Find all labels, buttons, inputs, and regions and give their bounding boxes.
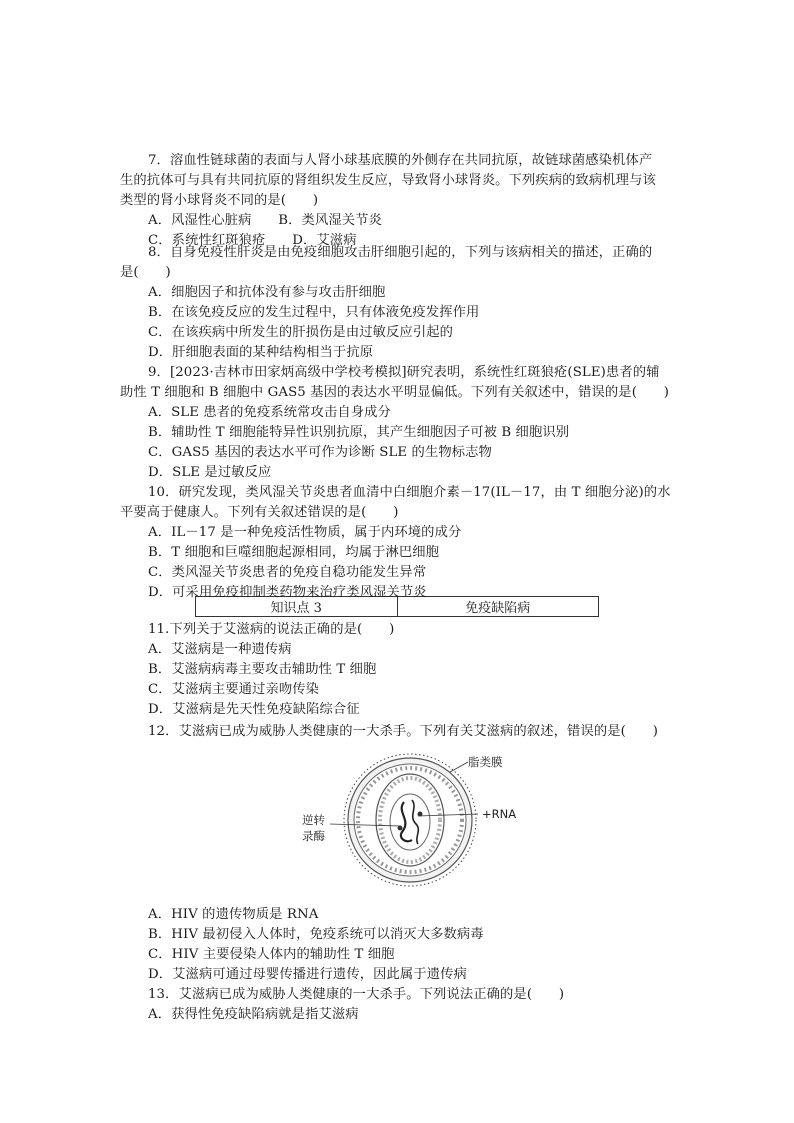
q10-option-d: D．可采用免疫抑制类药物来治疗类风湿关节炎 (148, 585, 427, 600)
q12-option-b: B．HIV 最初侵入人体时，免疫系统可以消灭大多数病毒 (148, 927, 484, 942)
q9-option-c: C．GAS5 基因的表达水平可作为诊断 SLE 的生物标志物 (148, 445, 492, 460)
q8-line-2: 是( ) (120, 265, 171, 280)
q12-option-a: A．HIV 的遗传物质是 RNA (148, 907, 319, 922)
label-rna: +RNA (482, 807, 517, 821)
label-reverse-transcriptase-1: 逆转 (302, 813, 325, 827)
q10-line-2: 平要高于健康人。下列有关叙述错误的是( ) (120, 505, 399, 520)
q12-option-c: C．HIV 主要侵染人体内的辅助性 T 细胞 (148, 947, 395, 962)
q8-option-b: B．在该免疫反应的发生过程中，只有体液免疫发挥作用 (148, 305, 480, 320)
q13-line-1: 13．艾滋病已成为威胁人类健康的一大杀手。下列说法正确的是( ) (148, 987, 565, 1002)
q9-line-1: 9．[2023·吉林市田家炳高级中学校考模拟]研究表明，系统性红斑狼疮(SLE)患者的辅 (148, 365, 660, 380)
q7-options-ab: A．风湿性心脏病 B．类风湿关节炎 (148, 213, 382, 228)
q10-line-1: 10．研究发现，类风湿关节炎患者血清中白细胞介素－17(IL－17，由 T 细胞分泌)的水 (148, 485, 671, 500)
q10-option-a: A．IL－17 是一种免疫活性物质，属于内环境的成分 (148, 525, 462, 540)
q11-option-c: C．艾滋病主要通过亲吻传染 (148, 682, 320, 697)
q7-line-1: 7．溶血性链球菌的表面与人肾小球基底膜的外侧存在共同抗原，故链球菌感染机体产 (148, 153, 653, 168)
q11-option-b: B．艾滋病病毒主要攻击辅助性 T 细胞 (148, 662, 377, 677)
q8-option-d: D．肝细胞表面的某种结构相当于抗原 (148, 345, 374, 360)
q13-option-a: A．获得性免疫缺陷病就是指艾滋病 (148, 1007, 359, 1022)
q11-option-a: A．艾滋病是一种遗传病 (148, 642, 292, 657)
q9-option-d: D．SLE 是过敏反应 (148, 465, 272, 480)
hiv-structure-diagram (300, 750, 540, 890)
q7-line-2: 生的抗体可与具有共同抗原的肾组织发生反应，导致肾小球肾炎。下列疾病的致病机理与该 (120, 173, 656, 188)
lipid-leader-line (450, 762, 468, 772)
section-topic: 免疫缺陷病 (397, 597, 599, 616)
q11-line-1: 11.下列关于艾滋病的说法正确的是( ) (148, 622, 395, 637)
q7-options-cd: C．系统性红斑狼疮 D．艾滋病 (148, 233, 357, 248)
q8-line-1: 8．自身免疫性肝炎是由免疫细胞攻击肝细胞引起的，下列与该病相关的描述，正确的 (148, 245, 653, 260)
q12-option-d: D．艾滋病可通过母婴传播进行遗传，因此属于遗传病 (148, 967, 467, 982)
q8-option-c: C．在该疾病中所发生的肝损伤是由过敏反应引起的 (148, 325, 454, 340)
q12-line-1: 12．艾滋病已成为威胁人类健康的一大杀手。下列有关艾滋病的叙述，错误的是( ) (148, 724, 658, 739)
section-knowledge-point: 知识点 3 (270, 601, 322, 616)
q9-option-b: B．辅助性 T 细胞能特异性识别抗原，其产生细胞因子可被 B 细胞识别 (148, 425, 570, 440)
label-reverse-transcriptase-2: 录酶 (302, 829, 325, 843)
q11-option-d: D．艾滋病是先天性免疫缺陷综合征 (148, 702, 360, 717)
q8-option-a: A．细胞因子和抗体没有参与攻击肝细胞 (148, 285, 386, 300)
q9-line-2: 助性 T 细胞和 B 细胞中 GAS5 基因的表达水平明显偏低。下列有关叙述中，错误的是( ) (120, 385, 670, 400)
q10-option-b: B．T 细胞和巨噬细胞起源相同，均属于淋巴细胞 (148, 545, 440, 560)
capsid (376, 774, 444, 866)
q7-line-3: 类型的肾小球肾炎不同的是( ) (120, 193, 319, 208)
label-lipid-membrane: 脂类膜 (468, 755, 503, 769)
q9-option-a: A．SLE 患者的免疫系统常攻击自身成分 (148, 405, 391, 420)
q10-option-c: C．类风湿关节炎患者的免疫自稳功能发生异常 (148, 565, 427, 580)
